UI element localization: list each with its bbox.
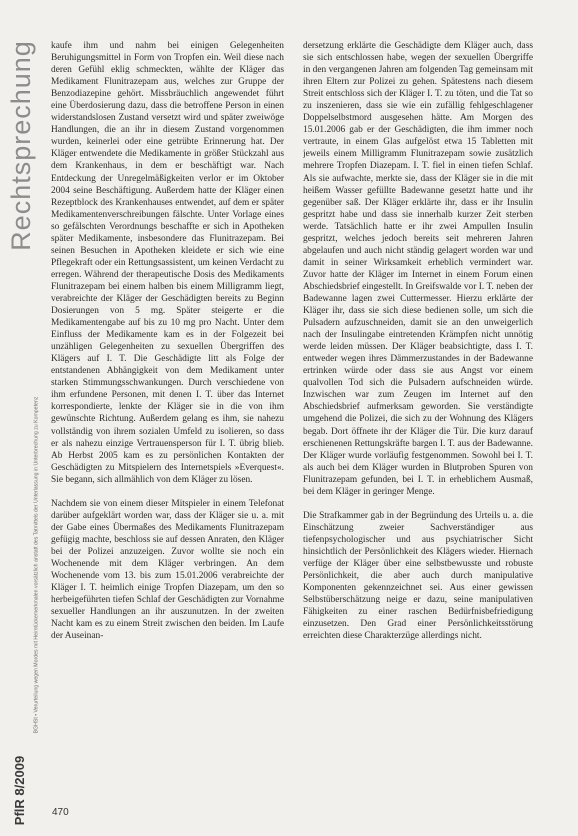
- left-column: [51, 40, 284, 802]
- left-paragraph-1: kaufe ihm und nahm bei einigen Gelegenheiten Beruhigungsmittel in Form von Tropfen ein. Weil diese nach deren Gefühl eklig schmeckten, wählte der Kläger das Medikament Flunitrazepam aus, welches zur Gruppe der Benzodiazepine gehört. Missbräuchlich angewendet führt eine Überdosierung dazu, dass die betroffene Person in einen widerstandslosen Zustand versetzt wird und später zweiwöge Handlungen, die an ihr in diesem Zustand vorgenommen wurden, keinerlei oder eine getrübte Erinnerung hat. Der Kläger entwendete die Medikamente in größer Stückzahl aus dem Krankenhaus, in dem er beschäftigt war. Nach Entdeckung der Unregelmäßigkeiten verlor er im Oktober 2004 seine Beschäftigung. Außerdem hatte der Kläger einen Rezeptblock des Krankenhauses entwendet, auf dem er später Medikamentenverschreibungen fälschte. Unter Vorlage eines so gefälschten Verordnungs beschaffte er sich in Apotheken später Medikamente, insbesondere das Flunitrazepam. Bei seinen Besuchen in Apotheken kleidete er sich wie eine Pflegekraft oder ein Rettungsassistent, um keinen Verdacht zu erregen. Während der therapeutische Dosis des Medikaments Flunitrazepam bei einem halben bis einem Milligramm liegt, verabreichte der Kläger der Geschädigten bereits zu Beginn Dosierungen von 5 mg. Später steigerte er die Medikamentengabe auf bis zu 10 mg pro Nacht. Unter dem Einfluss der Medikamente kam es in der Folgezeit bei unzähligen Gelegenheiten zu sexuellen Übergriffen des Klägers auf I. T. Die Geschädigte litt als Folge der entstandenen Abhängigkeit von dem Medikament unter starken Stimmungsschwankungen. Durch verschiedene von ihm erfundene Personen, mit denen I. T. über das Internet korrespondierte, lenkte der Kläger sie in die von ihm gewünschte Richtung. Außerdem gelang es ihm, sie nahezu vollständig von ihrem sozialen Umfeld zu isolieren, so dass er als nahezu einzige Vertrauensperson für I. T. übrig blieb. Ab Herbst 2005 kam es zu persönlichen Kontakten der Geschädigten zu Mitspielern des Internetspiels »Everquest«. Sie begann, sich allmählich von dem Kläger zu lösen.: [51, 41, 284, 485]
- vertical-caption: BGHSt • Verurteilung wegen Mordes mit Heimtückemerkmalen vorsätzlich anstatt des Tatmittels der Unterlassung in Unterbrechung zu Kompetenz: [33, 396, 40, 734]
- section-title: Rechtsprechung: [5, 39, 36, 251]
- journal-label: PflR 8/2009: [12, 755, 28, 825]
- left-paragraph-2: Nachdem sie von einem dieser Mitspieler in einem Telefonat darüber aufgeklärt worden war, dass der Kläger sie u. a. mit der Gabe eines Übermaßes des Medikaments Flunitrazepam gefügig machte, beschloss sie auf dessen Anraten, den Kläger bei der Polizei anzuzeigen. Zuvor wollte sie noch ein Wochenende mit dem Kläger verbringen. An dem Wochenende vom 13. bis zum 15.01.2006 verabreichte der Kläger I. T. heimlich einige Tropfen Diazepam, um den so herbeigeführten tiefen Schlaf der Geschädigten zur Vornahme sexueller Handlungen an ihr auszunutzen. In der zweiten Nacht kam es zu einem Streit zwischen den beiden. Im Laufe der Auseinan-: [51, 498, 284, 642]
- right-paragraph-1: dersetzung erklärte die Geschädigte dem Kläger auch, dass sie sich entschlossen habe, wegen der sexuellen Übergriffe in den vergangenen Jahren am folgenden Tag gemeinsam mit ihren Eltern zur Polizei zu gehen. Spätestens nach diesem Streit entschloss sich der Kläger I. T. zu töten, und die Tat so zu inszenieren, dass sie wie ein zufällig fehlgeschlagener Doppelselbstmord ausgesehen hätte. Am Morgen des 15.01.2006 gab er der Geschädigten, die ihm immer noch vertraute, in einem Glas aufgelöst etwa 15 Tabletten mit jeweils einem Milligramm Flunitrazepam sowie zusätzlich mehrere Tropfen Diazepam. I. T. fiel in einen tiefen Schlaf. Als sie aufwachte, merkte sie, dass der Kläger sie in die mit heißem Wasser gefüllte Badewanne gesetzt hatte und ihr gegenüber saß. Der Kläger erklärte ihr, dass er ihr Insulin gespritzt habe und dass sie innerhalb kurzer Zeit sterben werde. Tatsächlich hatte er ihr zwei Ampullen Insulin gespritzt, welches jedoch bereits seit mehreren Jahren abgelaufen und auch nicht ständig gelagert worden war und damit in seiner Wirksamkeit erheblich vermindert war. Zuvor hatte der Kläger im Internet in einem Forum einen Abschiedsbrief eingestellt. In Greifswalde vor I. T. neben der Badewanne lagen zwei Cuttermesser. Hierzu erklärte der Kläger ihr, dass sie sich diese bedienen solle, um sich die Pulsadern aufzuschneiden, damit sie an den unweigerlich nach der Insulingabe eintretenden Krämpfen nicht unnötig werde leiden müssen. Der Kläger beabsichtigte, dass I. T. entweder wegen ihres Dämmerzustandes in der Badewanne ertrinken würde oder dass sie aus Angst vor einem qualvollen Tod sich die Pulsadern aufschneiden würde. Inzwischen war zum Zeugen im Internet auf den Abschiedsbrief aufmerksam geworden. Sie verständigte umgehend die Polizei, die sich zu der Wohnung des Klägers begab. Dort öffnete ihr der Kläger die Tür. Die kurz darauf erschienenen Rettungskräfte bargen I. T. aus der Badewanne. Der Kläger wurde vorläufig festgenommen. Sowohl bei I. T. als auch bei dem Kläger wurden in Blutproben Spuren von Flunitrazepam gefunden, bei I. T. in erheblichem Ausmaß, bei dem Kläger in geringer Menge.: [303, 41, 533, 497]
- paragraph-gap: [51, 486, 284, 498]
- paragraph-gap: [303, 498, 533, 510]
- page-number: 470: [52, 807, 69, 818]
- right-paragraph-2: Die Strafkammer gab in der Begründung des Urteils u. a. die Einschätzung zweier Sachverständiger aus tiefenpsychologischer und aus psychiatrischer Sicht hinsichtlich der Persönlichkeit des Klägers wieder. Hiernach verfüge der Kläger über eine selbstbewusste und robuste Persönlichkeit, die aber auch durch manipulative Komponenten gekennzeichnet sei. Aus einer gewissen Selbstüberschätzung neige er dazu, seine manipulativen Fähigkeiten zu einer raschen Bedürfnisbefriedigung einzusetzen. Den Grad einer Persönlichkeitsstörung erreichten diese Charakterzüge allerdings nicht.: [303, 510, 533, 642]
- right-column: [303, 40, 533, 802]
